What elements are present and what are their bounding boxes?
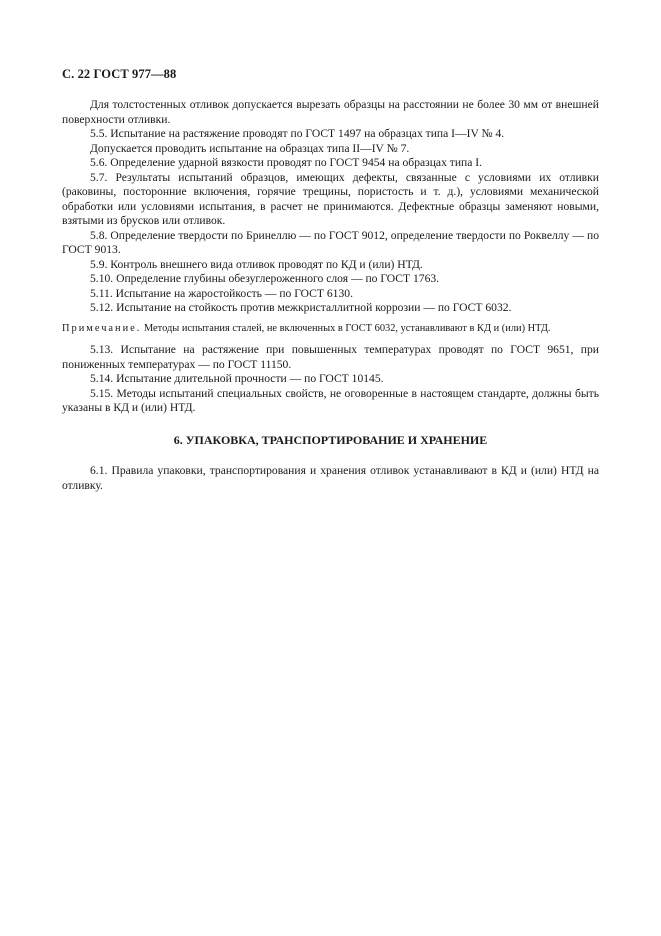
note-paragraph bbox=[62, 322, 599, 337]
paragraph-5-6: 5.6. Определение ударной вязкости проводят по ГОСТ 9454 на образцах типа I. bbox=[90, 156, 483, 169]
paragraph-5-5b: Допускается проводить испытание на образцах типа II—IV № 7. bbox=[90, 141, 410, 155]
paragraph-5-13: 5.13. Испытание на растяжение при повышенных температурах проводят по ГОСТ 9651, при пониженных температурах — по ГОСТ 11150. bbox=[62, 343, 599, 371]
paragraph-6-1: 6.1. Правила упаковки, транспортирования и хранения отливок устанавливают в КД и (или) НТД на отливку. bbox=[62, 464, 599, 492]
paragraph-5-9: 5.9. Контроль внешнего вида отливок проводят по КД и (или) НТД. bbox=[90, 257, 423, 271]
paragraph-5-15: 5.15. Методы испытаний специальных свойств, не оговоренные в настоящем стандарте, должны быть указаны в КД и (или) НТД. bbox=[62, 386, 599, 414]
page-header: С. 22 ГОСТ 977—88 bbox=[62, 67, 177, 81]
paragraph-5-7: 5.7. Результаты испытаний образцов, имеющих дефекты, связанные с условиями их отливки (раковины, посторонние включения, горячие трещины, пористость и т. д.), условиями механической обработки или условиями испытания, в расчет не принимаются. Дефектные образцы заменяют новыми, взятыми из брусков или отливок. bbox=[62, 170, 599, 227]
section-6-title: 6. УПАКОВКА, ТРАНСПОРТИРОВАНИЕ И ХРАНЕНИЕ bbox=[173, 432, 488, 447]
note-label: Примечание. bbox=[62, 322, 142, 334]
paragraph-5-8: 5.8. Определение твердости по Бринеллю — по ГОСТ 9012, определение твердости по Роквеллу — по ГОСТ 9013. bbox=[62, 228, 599, 256]
paragraph-5-10: 5.10. Определение глубины обезуглероженного слоя — по ГОСТ 1763. bbox=[90, 272, 440, 285]
paragraph-5-11: 5.11. Испытание на жаростойкость — по ГОСТ 6130. bbox=[90, 286, 353, 300]
note-text: Методы испытания сталей, не включенных в ГОСТ 6032, устанавливают в КД и (или) НТД. bbox=[141, 322, 551, 334]
paragraph-thick-wall: Для толстостенных отливок допускается вырезать образцы на расстоянии не более 30 мм от внешней поверхности отливки. bbox=[62, 98, 599, 126]
document-body bbox=[62, 98, 599, 493]
paragraph-5-14: 5.14. Испытание длительной прочности — по ГОСТ 10145. bbox=[90, 372, 384, 385]
paragraph-5-12: 5.12. Испытание на стойкость против межкристаллитной коррозии — по ГОСТ 6032. bbox=[90, 301, 512, 314]
paragraph-5-5: 5.5. Испытание на растяжение проводят по ГОСТ 1497 на образцах типа I—IV № 4. bbox=[90, 127, 505, 140]
